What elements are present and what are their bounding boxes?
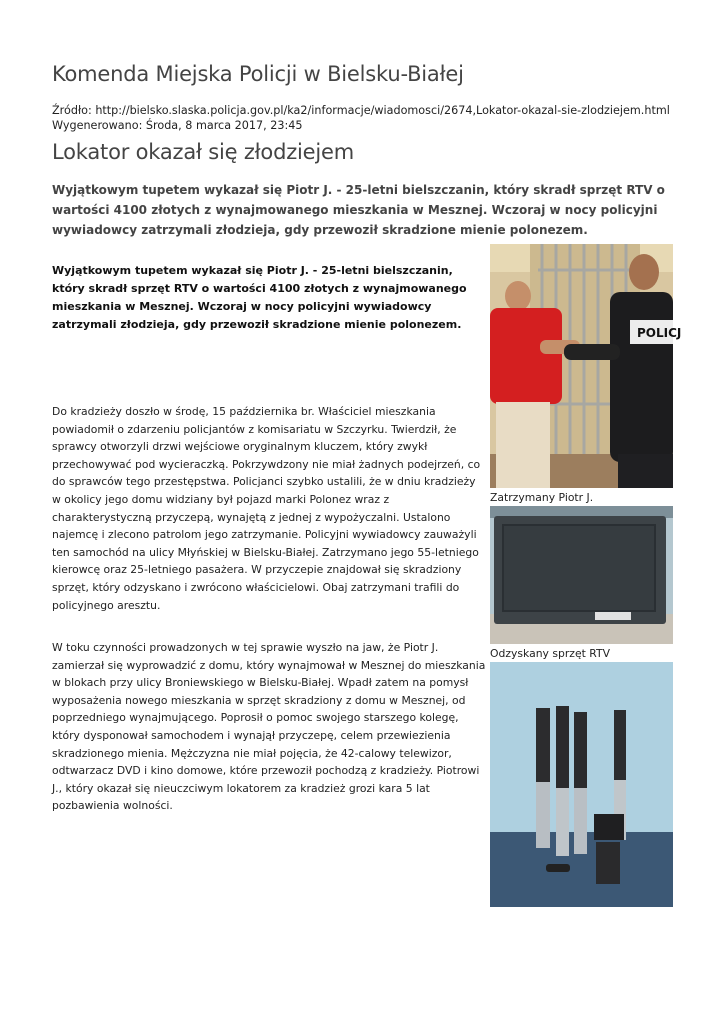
site-title: Komenda Miejska Policji w Bielsku-Białej [52, 62, 464, 86]
arrest-photo [490, 244, 682, 488]
caption-tv: Odzyskany sprzęt RTV [490, 647, 610, 660]
article-lead: Wyjątkowym tupetem wykazał się Piotr J. - 25-letni bielszczanin, który skradł sprzęt RTV o wartości 4100 złotych z wynajmowanego mieszkania w Mesznej. Wczoraj w nocy policyjni wywiadowcy zatrzymali złodzieja, gdy przewoził skradzione mienie polonezem. [52, 183, 665, 237]
article-paragraph-1: Do kradzieży doszło w środę, 15 października br. Właściciel mieszkania powiadomił o zdarzeniu policjantów z komisariatu w Szczyrku. Twierdził, że sprawcy otworzyli drzwi wejściowe oryginalnym kluczem, który zwykł przechowywać pod wycieraczką. Pokrzywdzony nie miał żadnych podejrzeń, co do sprawców tego przestępstwa. Policjanci szybko ustalili, że w dniu kradzieży w okolicy jego domu widziany był pojazd marki Polonez wraz z charakterystyczną przyczepą, wynajętą z jednej z wypożyczalni. Ustalono najemcę i zlecono patrolom jego zatrzymanie. Policyjni wywiadowcy zauważyli ten samochód na ulicy Młyńskiej w Bielsku-Białej. Zatrzymano jego 55-letniego kierowcę oraz 25-letniego pasażera. W przyczepie znajdował się skradziony sprzęt, który odzyskano i zwrócono właścicielowi. Obaj zatrzymani trafili do policyjnego aresztu. [52, 405, 481, 612]
source-url[interactable]: Źródło: http://bielsko.slaska.policja.gov.pl/ka2/informacje/wiadomosci/2674,Lokator-okazal-sie-zlodziejem.html [52, 104, 670, 117]
caption-arrest: Zatrzymany Piotr J. [490, 491, 594, 504]
document-meta [52, 103, 670, 133]
article-title: Lokator okazał się złodziejem [52, 140, 355, 164]
article-paragraph-2: W toku czynności prowadzonych w tej sprawie wyszło na jaw, że Piotr J. zamierzał się wyprowadzić z domu, który wynajmował w Mesznej do mieszkania w blokach przy ulicy Broniewskiego w Bielsku-Białej. Wpadł zatem na pomysł wyposażenia nowego mieszkania w sprzęt skradziony z domu w Mesznej, od poprzedniego wynajmującego. Poprosił o pomoc swojego starszego kolegę, który dysponował samochodem i wynajął przyczepę, celem przewiezienia skradzionego mienia. Mężczyzna nie miał pojęcia, że 42-calowy telewizor, odtwarzacz DVD i kino domowe, które przewoził pochodzą z kradzieży. Piotrowi J., który okazał się nieuczciwym lokatorem za kradzież grozi kara 5 lat pozbawienia wolności. [52, 641, 486, 813]
generated-date: Wygenerowano: Środa, 8 marca 2017, 23:45 [52, 119, 303, 132]
tv-photo [490, 506, 673, 644]
police-badge-text: POLICJ [637, 326, 682, 340]
speakers-photo [490, 662, 673, 907]
article-lead-repeat: Wyjątkowym tupetem wykazał się Piotr J. - 25-letni bielszczanin, który skradł sprzęt RTV o wartości 4100 złotych z wynajmowanego mieszkania w Mesznej. Wczoraj w nocy policyjni wywiadowcy zatrzymali złodzieja, gdy przewoził skradzione mienie polonezem. [52, 264, 467, 331]
